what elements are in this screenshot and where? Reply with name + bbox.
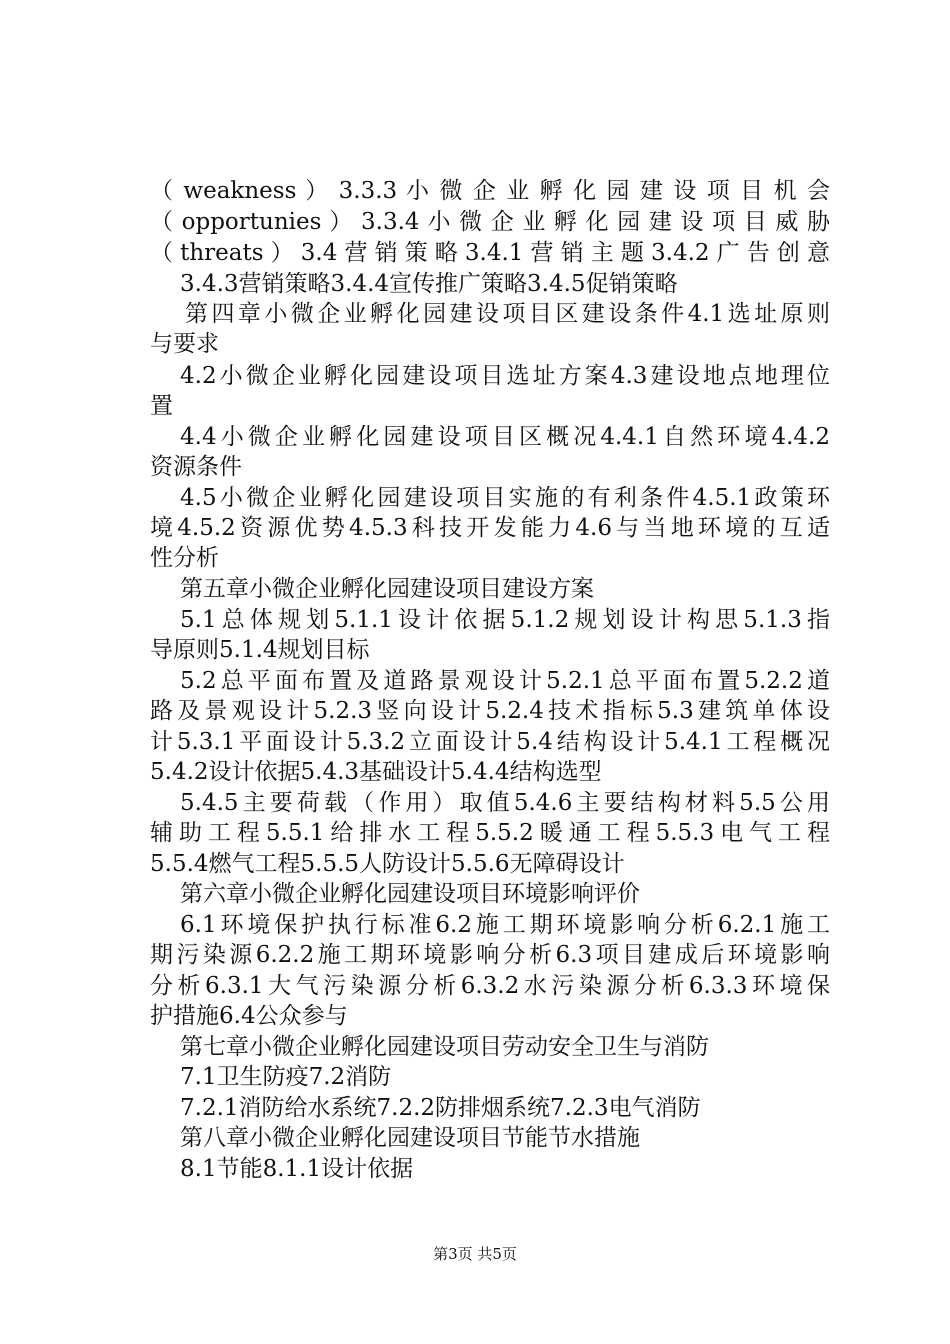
text-line: 导原则5.1.4规划目标 [150, 637, 370, 663]
text-line: 5.4.5主要荷载（作用）取值5.4.6主要结构材料5.5公用 [180, 790, 830, 816]
text-line: 6.1环境保护执行标准6.2施工期环境影响分析6.2.1施工 [180, 912, 830, 938]
chapter-heading: 第七章小微企业孵化园建设项目劳动安全卫生与消防 [180, 1034, 709, 1060]
text-line: 性分析 [150, 545, 219, 571]
text-line: （threats）3.4营销策略3.4.1营销主题3.4.2广告创意 [150, 240, 830, 266]
text-line: 护措施6.4公众参与 [150, 1003, 348, 1029]
text-line: 5.4.2设计依据5.4.3基础设计5.4.4结构选型 [150, 759, 602, 785]
text-line: 5.5.4燃气工程5.5.5人防设计5.5.6无障碍设计 [150, 851, 625, 877]
text-line: 与要求 [150, 331, 219, 357]
chapter-heading: 第五章小微企业孵化园建设项目建设方案 [180, 576, 594, 602]
text-line: （ weakness ） 3.3.3 小 微 企 业 孵 化 园 建 设 项 目 机 会 [150, 178, 830, 204]
text-line: 期污染源6.2.2施工期环境影响分析6.3项目建成后环境影响 [150, 942, 830, 968]
text-line: 路及景观设计5.2.3竖向设计5.2.4技术指标5.3建筑单体设 [150, 698, 830, 724]
text-line: 7.1卫生防疫7.2消防 [180, 1064, 392, 1090]
chapter-heading: 第六章小微企业孵化园建设项目环境影响评价 [180, 881, 640, 907]
text-line: 8.1节能8.1.1设计依据 [180, 1156, 414, 1182]
page-number-footer: 第3页 共5页 [433, 1245, 517, 1263]
text-line: 4.2小微企业孵化园建设项目选址方案4.3建设地点地理位 [180, 363, 830, 389]
text-line: 4.4小微企业孵化园建设项目区概况4.4.1自然环境4.4.2 [180, 424, 830, 450]
text-line: 资源条件 [150, 454, 242, 480]
text-line: 7.2.1消防给水系统7.2.2防排烟系统7.2.3电气消防 [180, 1095, 701, 1121]
text-line: 计5.3.1平面设计5.3.2立面设计5.4结构设计5.4.1工程概况 [150, 729, 830, 755]
chapter-heading: 第四章小微企业孵化园建设项目区建设条件4.1选址原则 [185, 301, 830, 327]
text-line: 辅助工程5.5.1给排水工程5.5.2暖通工程5.5.3电气工程 [150, 820, 830, 846]
text-line: （ opportunies ） 3.3.4 小 微 企 业 孵 化 园 建 设 项 目 威 胁 [150, 209, 830, 235]
text-line: 5.2总平面布置及道路景观设计5.2.1总平面布置5.2.2道 [180, 668, 830, 694]
text-line: 分析6.3.1大气污染源分析6.3.2水污染源分析6.3.3环境保 [150, 973, 830, 999]
chapter-heading: 第八章小微企业孵化园建设项目节能节水措施 [180, 1125, 640, 1151]
text-line: 3.4.3营销策略3.4.4宣传推广策略3.4.5促销策略 [180, 271, 678, 297]
text-line: 4.5小微企业孵化园建设项目实施的有利条件4.5.1政策环 [180, 485, 830, 511]
text-line: 5.1总体规划5.1.1设计依据5.1.2规划设计构思5.1.3指 [180, 607, 830, 633]
text-line: 境4.5.2资源优势4.5.3科技开发能力4.6与当地环境的互适 [150, 515, 830, 541]
text-line: 置 [150, 393, 173, 419]
